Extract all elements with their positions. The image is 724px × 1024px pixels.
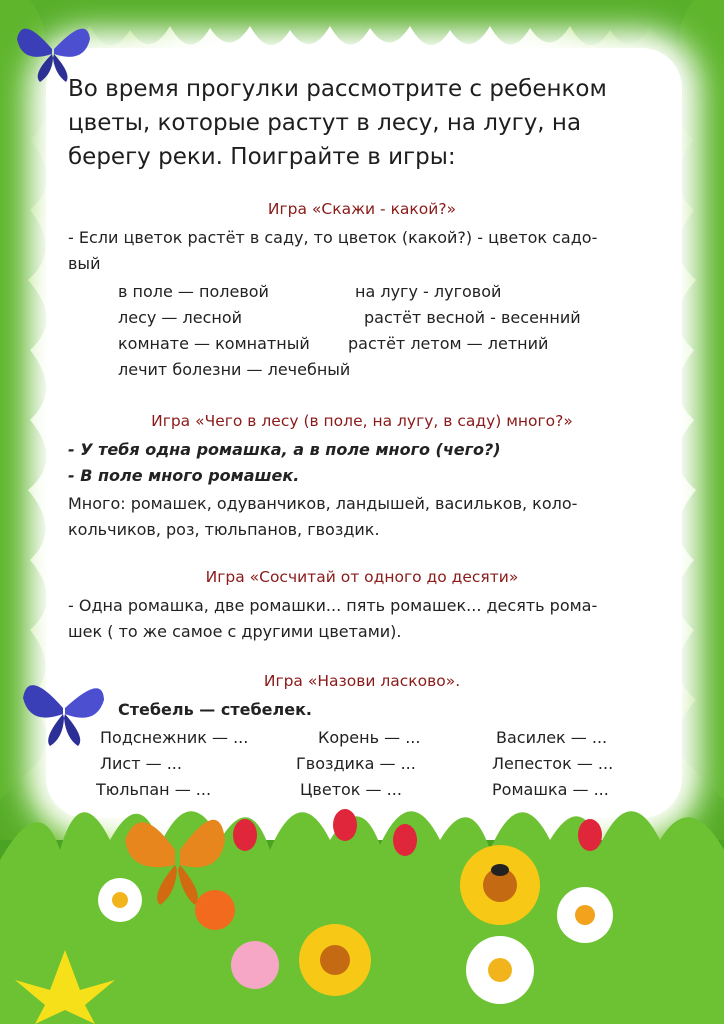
game1-line-1: - Если цветок растёт в саду, то цветок (какой?) - цветок садо-: [68, 228, 598, 247]
game1-row-2-right: растёт весной - весенний: [364, 308, 581, 327]
game2-title: Игра «Чего в лесу (в поле, на лугу, в саду) много?»: [151, 412, 573, 430]
intro-line-2: цветы, которые растут в лесу, на лугу, на: [68, 110, 582, 136]
game1-line-2: вый: [68, 254, 101, 273]
game1-row-2-left: лесу — лесной: [118, 308, 243, 327]
game4-row-3-col-1: Тюльпан — ...: [96, 780, 212, 799]
game1-row-4-left: лечит болезни — лечебный: [118, 360, 351, 379]
game4-row-3-col-3: Ромашка — ...: [492, 780, 609, 799]
game4-row-2-col-3: Лепесток — ...: [492, 754, 614, 773]
game3-line-2: шек ( то же самое с другими цветами).: [68, 622, 402, 641]
game4-row-1-col-2: Корень — ...: [318, 728, 421, 747]
game4-example: Стебель — стебелек.: [118, 700, 313, 719]
game1-row-1-left: в поле — полевой: [118, 282, 269, 301]
intro-line-3: берегу реки. Поиграйте в игры:: [68, 144, 456, 170]
game3-line-1: - Одна ромашка, две ромашки... пять ромашек... десять рома-: [68, 596, 598, 615]
game4-title: Игра «Назови ласково».: [263, 672, 461, 690]
game2-line-1: Много: ромашек, одуванчиков, ландышей, васильков, коло-: [68, 494, 578, 513]
game2-line-2: кольчиков, роз, тюльпанов, гвоздик.: [68, 520, 380, 539]
game1-title: Игра «Скажи - какой?»: [267, 200, 457, 218]
intro-text: [68, 72, 648, 174]
game4-row-3-col-2: Цветок — ...: [300, 780, 402, 799]
game4-row-2-col-2: Гвоздика — ...: [296, 754, 416, 773]
game4-row-2-col-1: Лист — ...: [100, 754, 182, 773]
game4-row-1-col-3: Василек — ...: [496, 728, 608, 747]
game1-row-1-right: на лугу - луговой: [355, 282, 502, 301]
game1-row-3-left: комнате — комнатный: [118, 334, 310, 353]
game2-answer: - В поле много ромашек.: [68, 466, 300, 485]
game4-row-1-col-1: Подснежник — ...: [100, 728, 249, 747]
intro-line-1: Во время прогулки рассмотрите с ребенком: [68, 76, 607, 102]
game3-title: Игра «Сосчитай от одного до десяти»: [205, 568, 519, 586]
game1-row-3-right: растёт летом — летний: [348, 334, 549, 353]
game2-question: - У тебя одна ромашка, а в поле много (чего?): [68, 440, 501, 459]
